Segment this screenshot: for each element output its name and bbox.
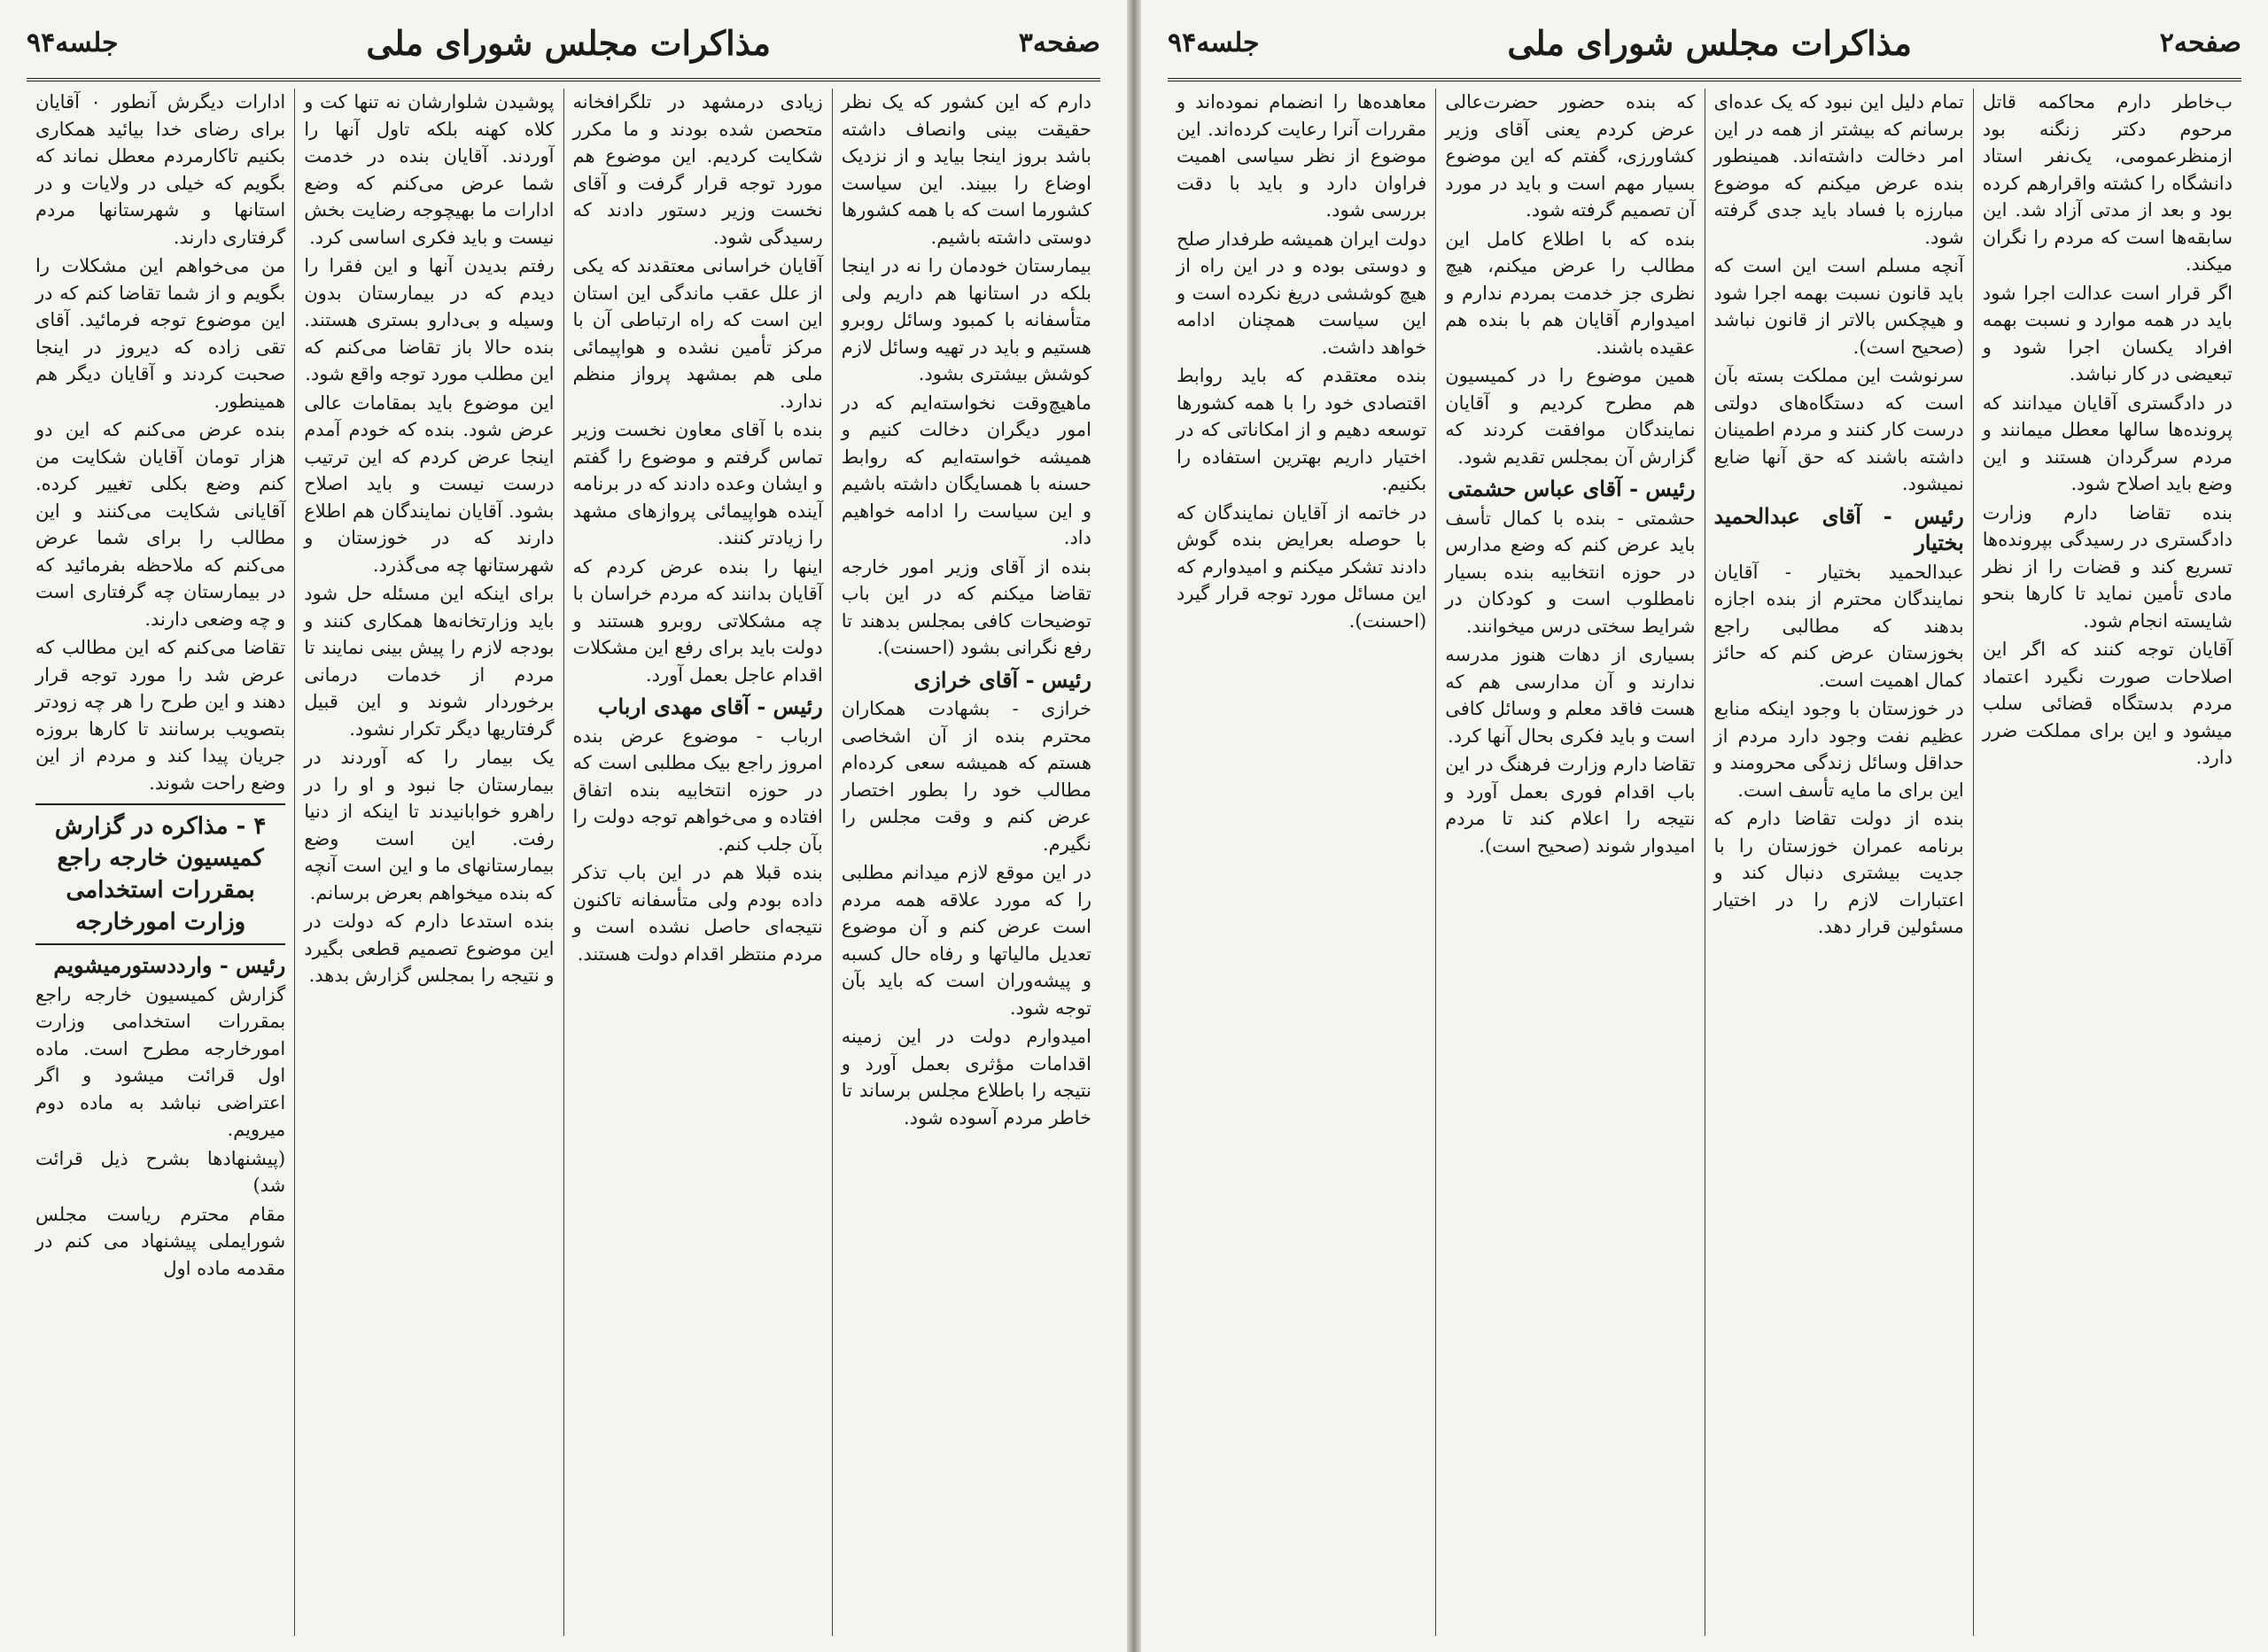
paragraph: برای اینکه این مسئله حل شود باید وزارتخانه‌ها همکاری کنند و بودجه لازم را پیش بینی نمایند تا مردم از خدمات درمانی برخوردار شوند و این قبیل گرفتاریها دیگر تکرار نشود. [304, 583, 555, 740]
right-col-1 [1973, 89, 2241, 1636]
paragraph: دولت ایران همیشه طرفدار صلح و دوستی بوده و در این راه از هیچ کوششی دریغ نکرده است و این سیاست همچنان ادامه خواهد داشت. [1177, 228, 1427, 358]
speaker-line: رئیس - آقای خرازی [913, 666, 1091, 693]
right-col-2 [1705, 89, 1973, 1636]
paragraph: همین موضوع را در کمیسیون هم مطرح کردیم و آقایان نمایندگان موافقت کردند که گزارش آن بمجلس تقدیم شود. [1445, 365, 1696, 468]
left-col-3 [294, 89, 563, 1636]
paragraph: خرازی - بشهادت همکاران محترم بنده از آن اشخاصی هستم که همیشه سعی کرده‌ام مطالب خود را بطور اختصار عرض کنم و وقت مجلس را نگیرم. [841, 698, 1091, 855]
paragraph: عبدالحمید بختیار - آقایان نمایندگان محترم از بنده اجازه بدهند که مطالبی راجع بخوزستان عرض کنم که حائز کمال اهمیت است. [1713, 561, 1964, 691]
paragraph: آقایان خراسانی معتقدند که یکی از علل عقب ماندگی این استان این است که راه ارتباطی آن با مرکز تأمین نشده و هواپیمائی ملی هم بمشهد پرواز منظم ندارد. [572, 255, 823, 412]
paragraph: اینها را بنده عرض کردم که آقایان بدانند که مردم خراسان با چه مشکلاتی روبرو هستند و دولت باید برای رفع این مشکلات اقدام عاجل بعمل آورد. [572, 555, 823, 686]
paragraph: بنده قبلا هم در این باب تذکر داده بودم ولی متأسفانه تاکنون نتیجه‌ای حاصل نشده است و مردم منتظر اقدام دولت هستند. [572, 862, 823, 965]
speaker-line: رئیس - آقای عباس حشمتی [1448, 476, 1696, 501]
speaker-line: رئیس - وارددستورمیشویم [53, 952, 286, 978]
paragraph: آقایان توجه کنند که اگر این اصلاحات صورت نگیرد اعتماد مردم بدستگاه قضائی سلب میشود و این برای مملکت ضرر دارد. [1982, 639, 2233, 768]
paragraph: تمام دلیل این نبود که یک عده‌ای برسانم که بیشتر از همه در این امر دخالت داشته‌اند. همینطور بنده عرض میکنم که موضوع مبارزه با فساد باید جدی گرفته شود. [1713, 91, 1964, 248]
paragraph: گزارش کمیسیون خارجه راجع بمقررات استخدامی وزارت امورخارجه مطرح است. ماده اول قرائت میشود و اگر اعتراضی نباشد به ماده دوم میرویم. [35, 983, 286, 1140]
left-col-1 [832, 89, 1100, 1636]
paragraph: ارباب - موضوع عرض بنده امروز راجع بیک مطلبی است که در حوزه انتخابیه بنده اتفاق افتاده و می‌خواهم توجه دولت را بآن جلب کنم. [572, 725, 823, 855]
paragraph: بنده تقاضا دارم وزارت دادگستری در رسیدگی بپرونده‌ها تسریع کند و قضات را از نظر مادی تأمین نماید تا کارها بنحو شایسته انجام شود. [1982, 501, 2233, 632]
book-gutter [1127, 0, 1141, 1652]
paragraph: تقاضا می‌کنم که این مطالب که عرض شد را مورد توجه قرار دهند و این طرح را هر چه زودتر بتصویب برسانند تا کارها بروزه جریان پیدا کند و مردم از این وضع راحت شوند. [35, 637, 286, 794]
paragraph: آنچه مسلم است این است که باید قانون نسبت بهمه اجرا شود و هیچکس بالاتر از قانون نباشد (صحیح است). [1713, 255, 1964, 358]
paragraph: امیدوارم دولت در این زمینه اقدامات مؤثری بعمل آورد و نتیجه را باطلاع مجلس برساند تا خاطر مردم آسوده شود. [841, 1026, 1091, 1128]
left-page [0, 0, 1127, 1652]
paragraph: که بنده حضور حضرت‌عالی عرض کردم یعنی آقای وزیر کشاورزی، گفتم که این موضوع بسیار مهم است و باید در مورد آن تصمیم گرفته شود. [1445, 91, 1696, 221]
paragraph: (پیشنهادها بشرح ذیل قرائت شد) [35, 1147, 286, 1196]
paragraph: رفتم بدیدن آنها و این فقرا را دیدم که در بیمارستان بدون وسیله و بی‌دارو بستری هستند. بنده حالا باز تقاضا می‌کنم که این مطلب مورد توجه واقع شود. [304, 255, 555, 384]
paragraph: ماهیچ‌وقت نخواسته‌ایم که در امور دیگران دخالت کنیم و همیشه خواسته‌ایم که روابط حسنه با همسایگان داشته باشیم و این سیاست را ادامه خواهیم داد. [841, 392, 1091, 548]
paragraph: بنده معتقدم که باید روابط اقتصادی خود را با همه کشورها توسعه دهیم و از امکاناتی که در اختیار داریم بهترین استفاده را بکنیم. [1177, 365, 1427, 494]
right-page [1141, 0, 2268, 1652]
right-page-title: مذاکرات مجلس شورای ملی [1507, 22, 1912, 63]
speaker-line: رئیس - آقای عبدالحمید بختیار [1713, 502, 1964, 555]
paragraph: پوشیدن شلوارشان نه تنها کت و کلاه کهنه بلکه تاول آنها را آوردند. آقایان بنده در خدمت شما عرض می‌کنم که وضع ادارات ما بهیچوجه رضایت بخش نیست و باید فکری اساسی کرد. [304, 91, 555, 248]
paragraph: بنده استدعا دارم که دولت در این موضوع تصمیم قطعی بگیرد و نتیجه را بمجلس گزارش بدهد. [304, 911, 555, 986]
paragraph: ادارات دیگرش آنطور ۰ آقایان برای رضای خدا بیائید همکاری بکنیم تاکارمردم معطل نماند که بگویم که خیلی در ولایات و در استانها و شهرستانها مردم گرفتاری دارند. [35, 91, 286, 248]
paragraph: در خاتمه از آقایان نمایندگان که با حوصله بعرایض بنده گوش دادند تشکر میکنم و امیدوارم که این مسائل مورد توجه قرار گیرد (احسنت). [1177, 501, 1427, 632]
paragraph: من می‌خواهم این مشکلات را بگویم و از شما تقاضا کنم که در این موضوع توجه فرمائید. آقای تقی زاده که دیروز در اینجا صحبت کردند و آقایان دیگر هم همینطور. [35, 255, 286, 412]
paragraph: بسیاری از دهات هنوز مدرسه ندارند و آن مدارسی هم که هست فاقد معلم و وسائل کافی است و باید فکری بحال آنها کرد. [1445, 644, 1696, 747]
paragraph: سرنوشت این مملکت بسته بآن است که دستگاه‌های دولتی درست کار کنند و مردم اطمینان داشته باشند که حق آنها ضایع نمیشود. [1713, 365, 1964, 494]
paragraph: بنده از دولت تقاضا دارم که برنامه عمران خوزستان را با جدیت بیشتری دنبال کند و اعتبارات لازم را در اختیار مسئولین قرار دهد. [1713, 808, 1964, 937]
paragraph: معاهده‌ها را انضمام نموده‌اند و مقررات آنرا رعایت کرده‌اند. این موضوع از نظر سیاسی اهمیت فراوان دارد و باید با دقت بررسی شود. [1177, 91, 1427, 221]
right-col-3 [1435, 89, 1704, 1636]
paragraph: تقاضا دارم وزارت فرهنگ در این باب اقدام فوری بعمل آورد و نتیجه را اعلام کند تا مردم امیدوار شوند (صحیح است). [1445, 754, 1696, 857]
left-page-session: جلسه۹۴ [27, 27, 119, 58]
paragraph: زیادی درمشهد در تلگرافخانه متحصن شده بودند و ما مکرر شکایت کردیم. این موضوع هم مورد توجه قرار گرفت و آقای نخست وزیر دستور دادند که رسیدگی شود. [572, 91, 823, 248]
paragraph: بنده از آقای وزیر امور خارجه تقاضا میکنم که در این باب توضیحات کافی بمجلس بدهند تا رفع نگرانی بشود (احسنت). [841, 555, 1091, 658]
right-page-number: صفحه۲ [2159, 27, 2241, 58]
paragraph: بیمارستان خودمان را نه در اینجا بلکه در استانها هم داریم ولی متأسفانه با کمبود وسائل روبرو هستیم و باید در تهیه وسائل لازم کوشش بیشتری بشود. [841, 255, 1091, 384]
paragraph: در خوزستان با وجود اینکه منابع عظیم نفت وجود دارد مردم از حداقل وسائل زندگی محرومند و این برای ما مایه تأسف است. [1713, 698, 1964, 801]
section-heading: ۴ - مذاکره در گزارش کمیسیون خارجه راجع بمقررات استخدامی وزارت امورخارجه [35, 803, 285, 945]
right-page-session: جلسه۹۴ [1168, 27, 1260, 58]
speaker-line: رئیس - آقای مهدی ارباب [597, 694, 823, 719]
paragraph: دارم که این کشور که یک نظر حقیقت بینی وانصاف داشته باشد بروز اینجا بیاید و از نزدیک اوضاع را ببیند. این سیاست کشورما است که با همه کشورها دوستی داشته باشیم. [841, 91, 1091, 248]
left-col-2 [563, 89, 832, 1636]
paragraph: این موضوع باید بمقامات عالی عرض شود. بنده که خودم آمدم اینجا عرض کردم که این ترتیب درست نیست و باید اصلاح بشود. آقایان نمایندگان هم اطلاع دارند که در خوزستان و شهرستانها چه می‌گذرد. [304, 392, 555, 576]
paragraph: در این موقع لازم میدانم مطلبی را که مورد علاقه همه مردم است عرض کنم و آن موضوع تعدیل مالیاتها و رفاه حال کسبه و پیشه‌وران است که باید بآن توجه شود. [841, 862, 1091, 1019]
left-col-4 [27, 89, 294, 1636]
paragraph: بنده عرض می‌کنم که این دو هزار تومان آقایان شکایت من کنم وضع بکلی تغییر کرده. آقایانی شکایت می‌کنند و این مطالب را برای شما عرض می‌کنم که ملاحظه بفرمائید که در بیمارستان چه گرفتاری است و چه وضعی دارند. [35, 419, 286, 630]
paragraph: حشمتی - بنده با کمال تأسف باید عرض کنم که وضع مدارس در حوزه انتخابیه بنده بسیار نامطلوب است و کودکان در شرایط سختی درس میخوانند. [1445, 507, 1696, 637]
left-page-header [27, 7, 1100, 81]
right-col-4 [1168, 89, 1435, 1636]
left-page-title: مذاکرات مجلس شورای ملی [366, 22, 771, 63]
paragraph: بنده که با اطلاع کامل این مطالب را عرض میکنم، هیچ نظری جز خدمت بمردم ندارم و امیدوارم آقایان هم با بنده هم عقیده باشند. [1445, 228, 1696, 358]
paragraph: بنده با آقای معاون نخست وزیر تماس گرفتم و موضوع را گفتم و ایشان وعده دادند که در برنامه آینده هواپیمائی پروازهای مشهد را زیادتر کنند. [572, 419, 823, 548]
paragraph: اگر قرار است عدالت اجرا شود باید در همه موارد و نسبت بهمه افراد یکسان اجرا شود و تبعیضی در کار نباشد. [1982, 282, 2233, 384]
left-page-columns [27, 89, 1100, 1636]
paragraph: مقام محترم ریاست مجلس شورایملی پیشنهاد می کنم در مقدمه ماده اول [35, 1203, 286, 1279]
right-page-columns [1168, 89, 2241, 1636]
right-page-header [1168, 7, 2241, 81]
paragraph: یک بیمار را که آوردند در بیمارستان جا نبود و او را در راهرو خوابانیدند تا اینکه از دنیا رفت. این است وضع بیمارستانهای ما و این است آنچه که بنده میخواهم بعرض برسانم. [304, 747, 555, 904]
paragraph: ب‌خاطر دارم محاکمه قاتل مرحوم دکتر زنگنه بود ازمنظرعمومی، یک‌نفر استاد دانشگاه را کشته واقرارهم کرده بود و بعد از مدتی آزاد شد. این سابقه‌ها است که مردم را نگران میکند. [1982, 91, 2233, 275]
left-page-number: صفحه۳ [1018, 27, 1100, 58]
paragraph: در دادگستری آقایان میدانند که پرونده‌ها سالها معطل میمانند و مردم سرگردان هستند و این وضع باید اصلاح شود. [1982, 392, 2233, 494]
